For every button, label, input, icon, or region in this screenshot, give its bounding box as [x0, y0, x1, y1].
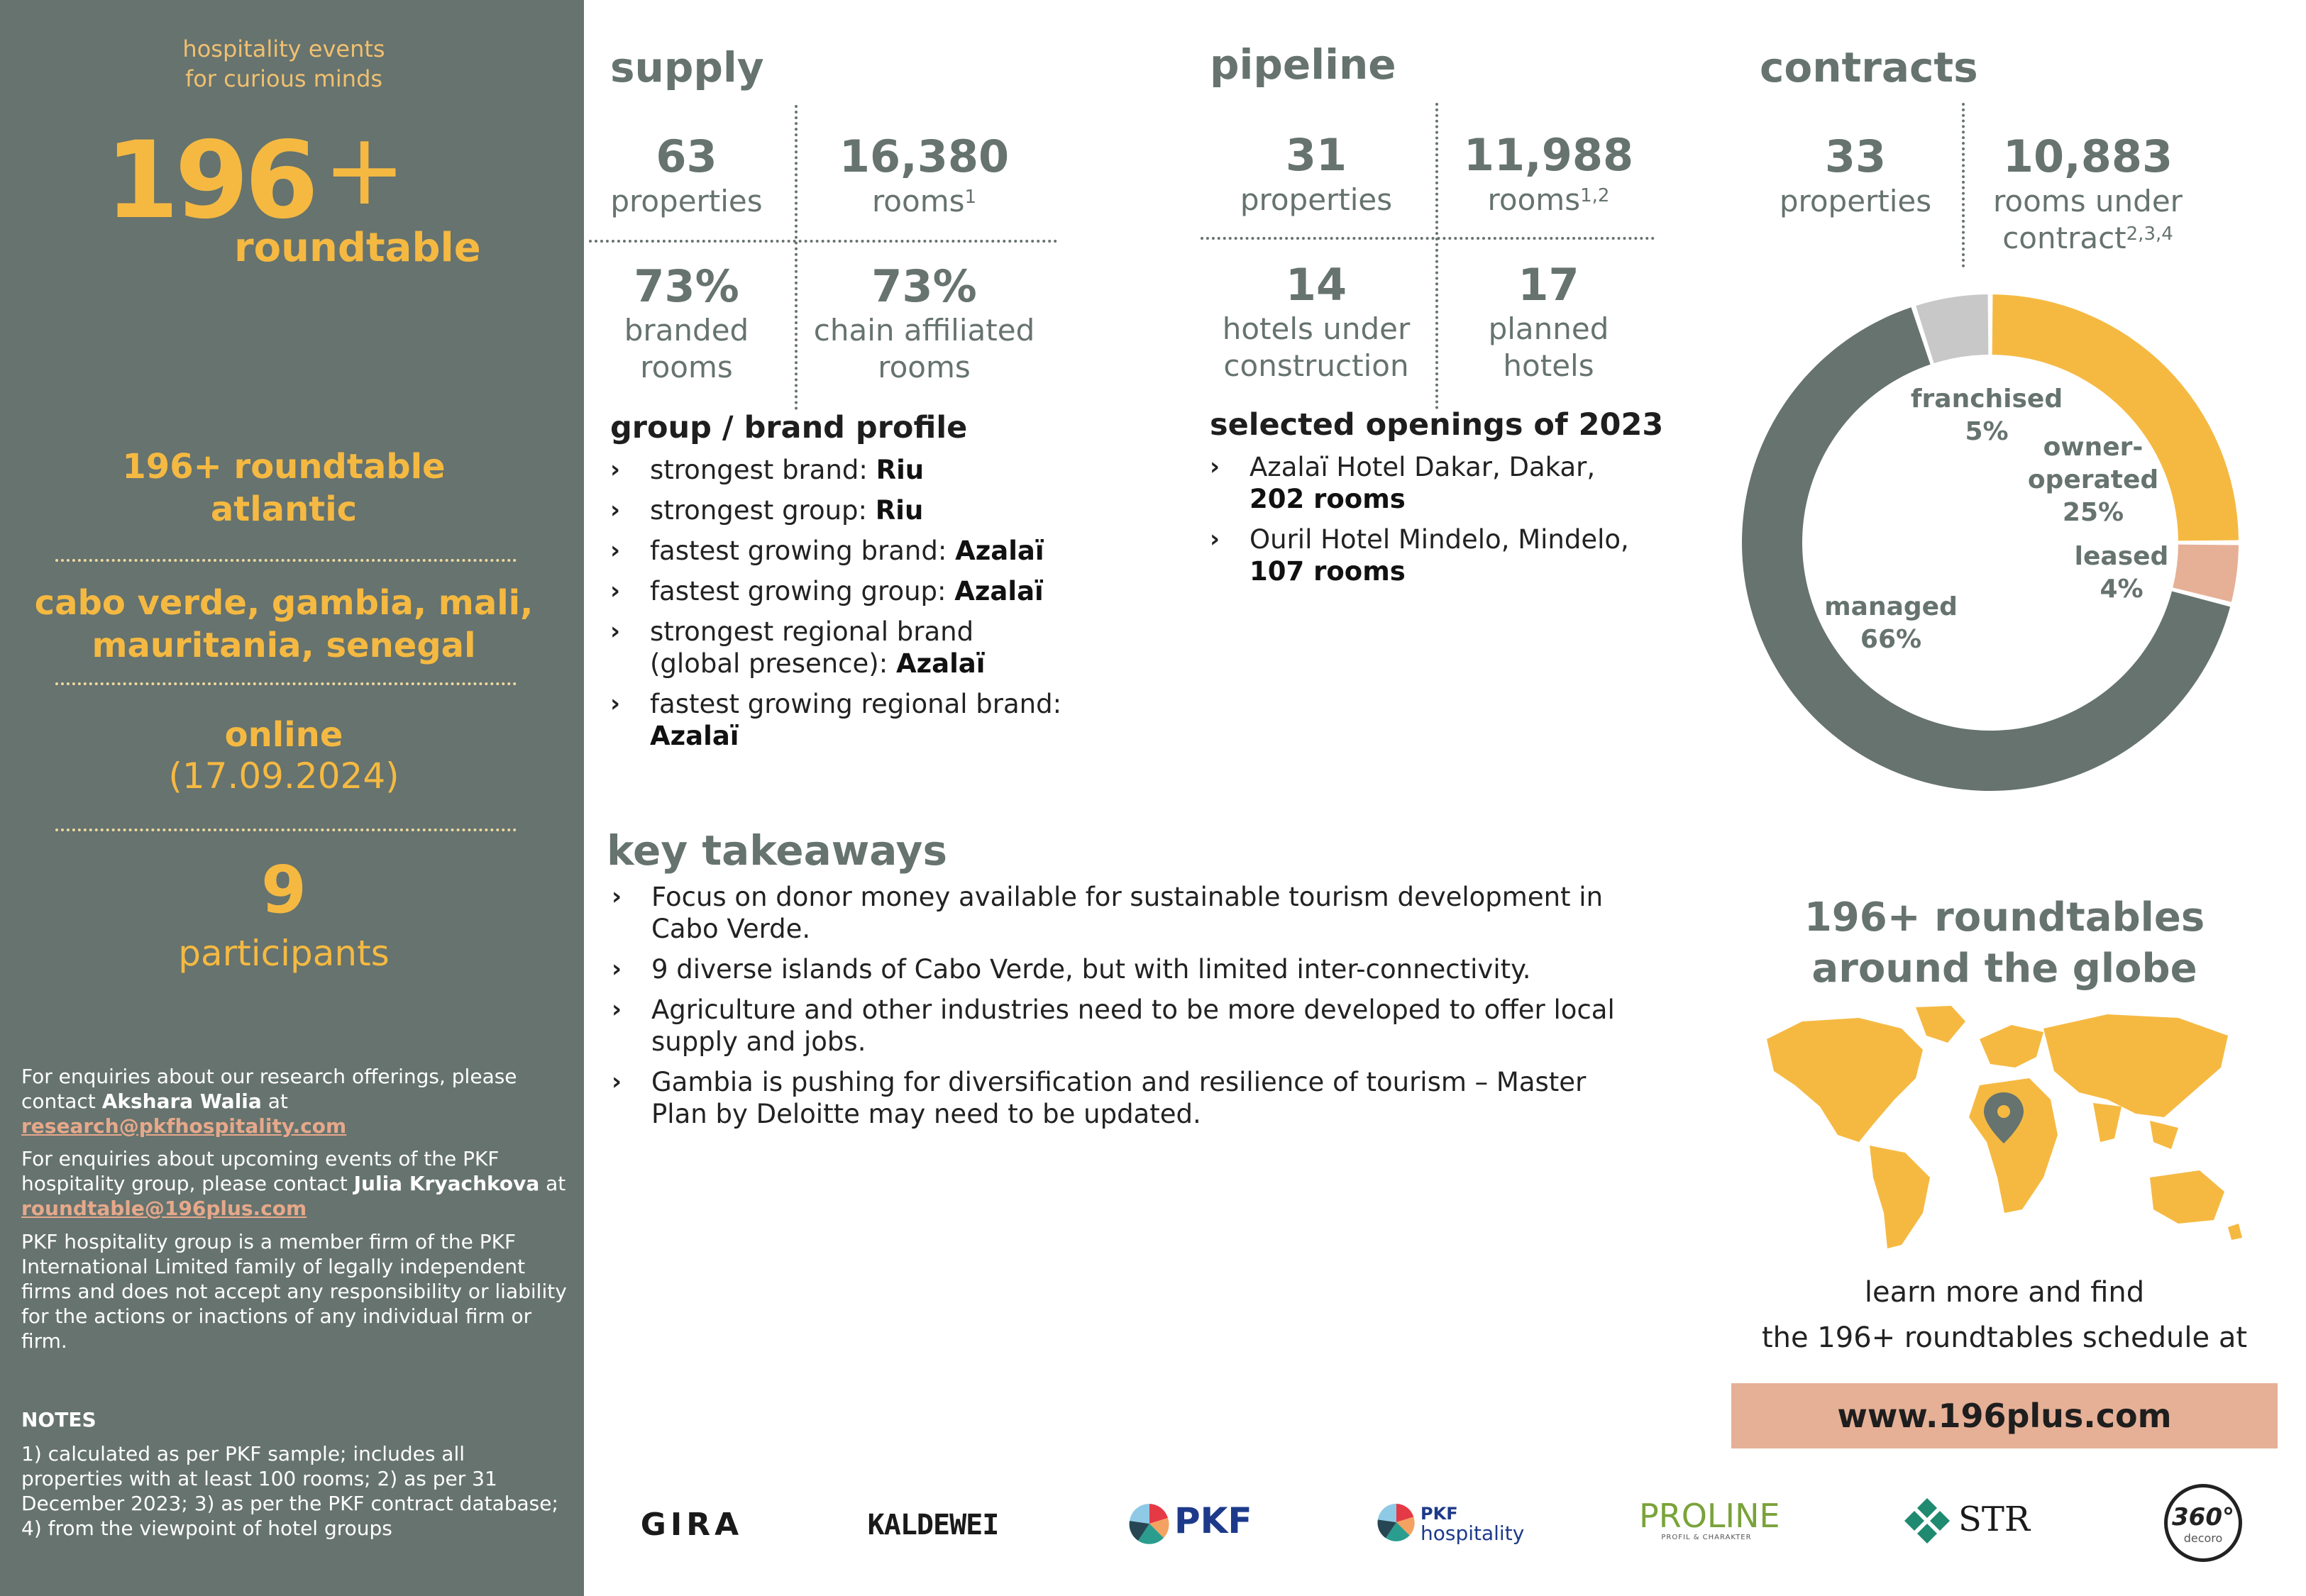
- events-email-link[interactable]: roundtable@196plus.com: [21, 1197, 307, 1220]
- contracts-donut-chart: [1731, 291, 2285, 809]
- pipeline-rooms-label: rooms$^{1,2}$: [1487, 182, 1610, 217]
- chevron-icon: ›: [610, 536, 621, 565]
- disclaimer: PKF hospitality group is a member firm of the PKF International Limited family of legally independent firms and does not accept any responsibility or liability for the actions or inactions of any individual firm or firm.: [21, 1230, 567, 1353]
- event-countries: cabo verde, gambia, mali, mauritania, senegal: [34, 583, 534, 665]
- pipeline-properties-value: 31: [1285, 129, 1347, 181]
- chevron-icon: ›: [610, 577, 621, 605]
- tagline: hospitality events for curious minds: [182, 35, 385, 92]
- event-date: (17.09.2024): [168, 755, 399, 797]
- donut-label-franchised: franchised 5%: [1910, 384, 2063, 446]
- supply-rooms-value: 16,380: [839, 131, 1010, 182]
- supply-chain-label: chain affiliated rooms: [813, 313, 1035, 384]
- divider: [55, 682, 517, 685]
- event-title: 196+ roundtable atlantic: [122, 447, 446, 529]
- logo-plus: +: [323, 112, 407, 228]
- divider: [55, 829, 517, 831]
- divider: [795, 105, 798, 410]
- supply-properties-value: 63: [656, 131, 717, 182]
- kaldewei-logo: KALDEWEI: [867, 1509, 999, 1541]
- pipeline-construction-label: hotels under construction: [1222, 311, 1411, 383]
- globe-title: 196+ roundtables around the globe: [1804, 894, 2205, 992]
- chevron-icon: ›: [610, 496, 621, 524]
- brand-profile-title: group / brand profile: [610, 410, 968, 445]
- donut-label-owner-operated: owner- operated 25%: [2027, 433, 2159, 527]
- contracts-rooms-value: 10,883: [2002, 131, 2173, 182]
- chevron-icon: ›: [1210, 525, 1220, 553]
- pkf-hospitality-pinwheel-icon: [1377, 1502, 1416, 1542]
- openings-list: [1210, 451, 1650, 596]
- chevron-icon: ›: [612, 1068, 622, 1096]
- chevron-icon: ›: [1210, 453, 1220, 481]
- supply-title: supply: [610, 43, 764, 92]
- pkf-logo: PKF: [1174, 1500, 1252, 1541]
- pipeline-planned-value: 17: [1518, 259, 1579, 311]
- world-map-icon: [1753, 1000, 2249, 1256]
- gira-logo: GIRA: [640, 1507, 744, 1543]
- decoro-logo: 360° decoro: [2164, 1484, 2242, 1562]
- list-item: › fastest growing brand: Azalaï: [610, 536, 1044, 566]
- participants-label: participants: [178, 933, 390, 974]
- list-item: › Agriculture and other industries need to be more developed to offer local supply and jobs.: [612, 994, 1615, 1057]
- supply-branded-value: 73%: [634, 260, 739, 312]
- pipeline-title: pipeline: [1210, 40, 1396, 89]
- divider: [1201, 237, 1655, 240]
- globe-text: learn more and find the 196+ roundtables schedule at: [1761, 1276, 2248, 1354]
- pipeline-construction-value: 14: [1285, 259, 1347, 311]
- donut-slice-franchised: [1916, 294, 1988, 363]
- pkf-hospitality-logo: PKF hospitality: [1420, 1504, 1525, 1545]
- supply-properties-label: properties: [610, 184, 763, 218]
- pipeline-properties-label: properties: [1240, 182, 1393, 217]
- contracts-rooms-label: rooms under contract$^{2,3,4}$: [1993, 184, 2183, 255]
- notes-title: NOTES: [21, 1408, 96, 1431]
- list-item: › Focus on donor money available for sustainable tourism development in Cabo Verde.: [612, 882, 1604, 944]
- donut-label-leased: leased 4%: [2074, 542, 2169, 604]
- chevron-icon: ›: [610, 617, 621, 645]
- supply-chain-value: 73%: [871, 260, 977, 312]
- enquiry-events: For enquiries about upcoming events of the PKF hospitality group, please contact Julia Kryachkova at roundtable@196plus.com: [21, 1147, 566, 1220]
- list-item: › strongest group: Riu: [610, 495, 924, 526]
- chevron-icon: ›: [612, 882, 622, 911]
- enquiry-research: For enquiries about our research offerings, please contact Akshara Walia at research@pkfhospitality.com: [21, 1065, 517, 1138]
- list-item: › 9 diverse islands of Cabo Verde, but with limited inter-connectivity.: [612, 954, 1531, 985]
- list-item: › Ouril Hotel Mindelo, Mindelo, 107 rooms: [1210, 524, 1629, 587]
- list-item: › Azalaï Hotel Dakar, Dakar, 202 rooms: [1210, 452, 1596, 514]
- contracts-title: contracts: [1760, 43, 1978, 92]
- supply-rooms-label: rooms$^1$: [871, 184, 977, 218]
- chevron-icon: ›: [610, 455, 621, 484]
- pipeline-rooms-value: 11,988: [1463, 129, 1634, 181]
- takeaways-title: key takeaways: [607, 826, 947, 875]
- research-email-link[interactable]: research@pkfhospitality.com: [21, 1114, 347, 1138]
- list-item: › strongest regional brand (global presence): Azalaï: [610, 616, 986, 679]
- divider: [1435, 103, 1438, 409]
- contracts-properties-value: 33: [1824, 131, 1887, 182]
- brand-profile-list: [610, 454, 1149, 760]
- divider: [1962, 103, 1965, 267]
- list-item: › Gambia is pushing for diversification and resilience of tourism – Master Plan by Deloitte may need to be updated.: [612, 1067, 1587, 1129]
- str-icon: [1902, 1495, 1953, 1546]
- event-format: online: [224, 715, 343, 755]
- proline-logo: PROLINE PROFIL & CHARAKTER: [1639, 1497, 1780, 1541]
- participants-count: 9: [260, 852, 307, 928]
- openings-title: selected openings of 2023: [1210, 407, 1664, 443]
- notes-text: 1) calculated as per PKF sample; includes all properties with at least 100 rooms; 2) as per 31 December 2023; 3) as per the PKF contract database; 4) from the viewpoint of hotel groups: [21, 1442, 558, 1540]
- list-item: › strongest brand: Riu: [610, 455, 925, 485]
- contracts-properties-label: properties: [1779, 184, 1932, 218]
- logo-number: 196: [105, 119, 315, 243]
- takeaways-list: [612, 881, 1648, 1138]
- list-item: › fastest growing group: Azalaï: [610, 576, 1044, 606]
- chevron-icon: ›: [612, 995, 622, 1024]
- chevron-icon: ›: [612, 955, 622, 983]
- str-logo: STR: [1958, 1500, 2031, 1539]
- pkf-pinwheel-icon: [1128, 1502, 1171, 1545]
- website-link[interactable]: www.196plus.com: [1731, 1383, 2278, 1448]
- chevron-icon: ›: [610, 689, 621, 718]
- divider: [589, 240, 1057, 243]
- donut-label-managed: managed 66%: [1824, 592, 1958, 654]
- list-item: › fastest growing regional brand: Azalaï: [610, 689, 1062, 751]
- pipeline-planned-label: planned hotels: [1488, 311, 1609, 383]
- supply-branded-label: branded rooms: [624, 313, 749, 384]
- divider: [55, 559, 517, 562]
- logo-subtitle: roundtable: [234, 225, 481, 271]
